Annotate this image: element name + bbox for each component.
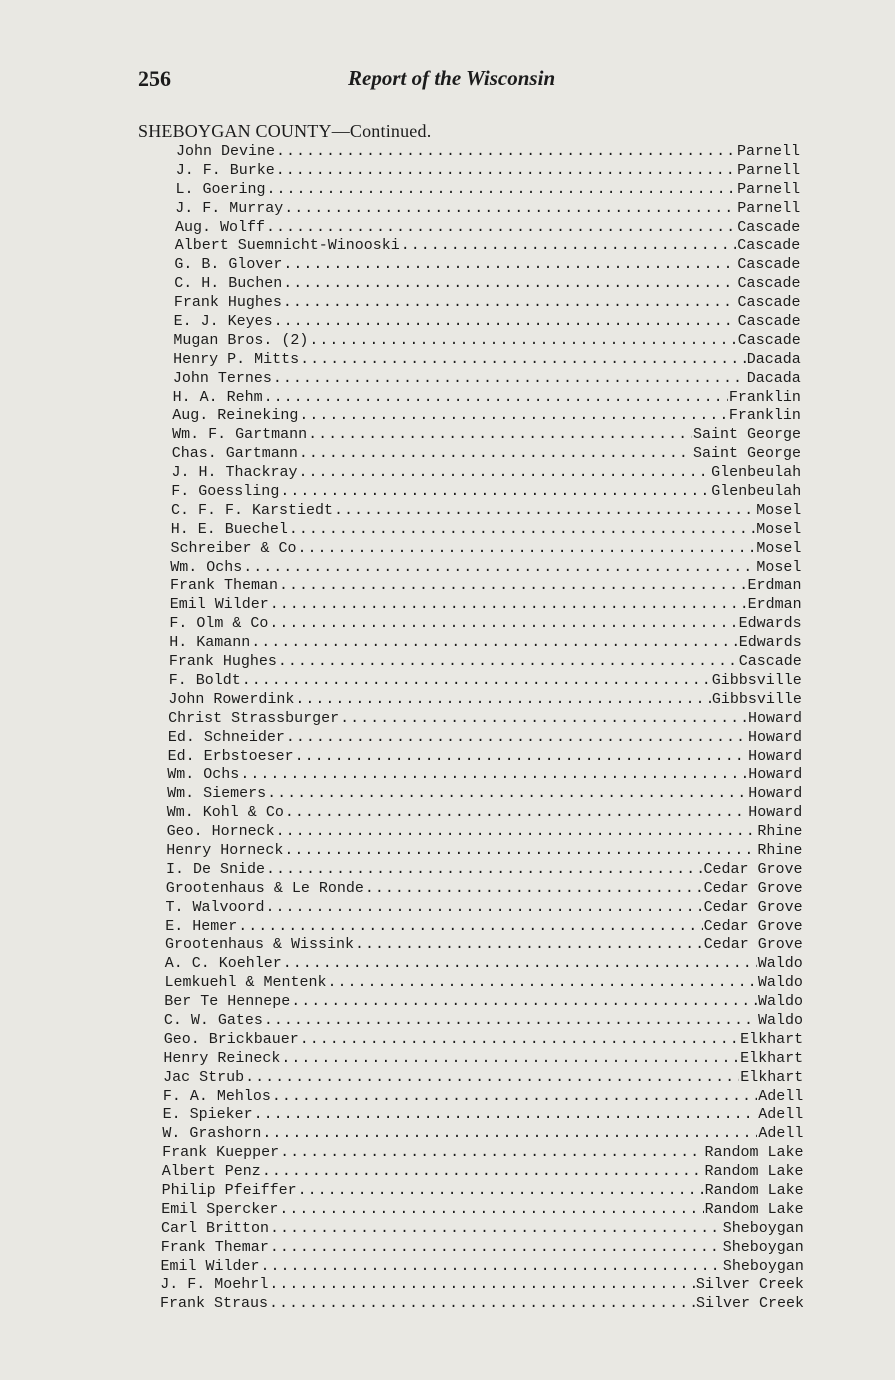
entry-place: Franklin [728, 407, 801, 425]
entry-place: Dacada [746, 369, 801, 387]
dot-leader [264, 1012, 757, 1030]
dot-leader [238, 918, 702, 936]
list-item [0, 1276, 895, 1295]
entry-place: Random Lake [704, 1200, 804, 1218]
entry-place: Howard [748, 804, 803, 822]
entry-place: Adell [758, 1087, 804, 1105]
entry-place: Rhine [757, 823, 803, 841]
entry-place: Waldo [757, 1011, 803, 1029]
entry-place: Random Lake [704, 1144, 804, 1162]
entry-place: Cascade [737, 294, 801, 312]
list-item [0, 370, 895, 389]
entry-name: Schreiber & Co [170, 539, 297, 557]
entry-name: Christ Strassburger [168, 709, 340, 727]
entry-name: F. Boldt [168, 671, 241, 689]
dot-leader [308, 426, 692, 444]
dot-leader [355, 936, 703, 954]
dot-leader [266, 219, 736, 237]
entry-place: Erdman [747, 596, 802, 614]
entry-name: Frank Hughes [173, 294, 282, 312]
entry-name: Grootenhaus & Wissink [165, 936, 355, 954]
list-item [0, 162, 895, 181]
list-item [0, 974, 895, 993]
list-item [0, 237, 895, 256]
entry-place: Dacada [746, 350, 801, 368]
entry-name: C. F. F. Karstiedt [171, 501, 334, 519]
entry-name: J. F. Murray [175, 199, 284, 217]
list-item [0, 200, 895, 219]
list-item [0, 1201, 895, 1220]
list-item [0, 804, 895, 823]
list-item [0, 615, 895, 634]
entry-name: Wm. Ochs [170, 558, 243, 576]
dot-leader [365, 880, 703, 898]
entry-place: Waldo [757, 993, 803, 1011]
entry-place: Waldo [757, 974, 803, 992]
list-item [0, 143, 895, 162]
dot-leader [276, 143, 736, 161]
dot-leader [299, 407, 728, 425]
entry-place: Mosel [756, 520, 802, 538]
entry-place: Howard [747, 728, 802, 746]
dot-leader [269, 615, 737, 633]
dot-leader [299, 445, 692, 463]
entry-name: Mugan Bros. (2) [173, 331, 309, 349]
list-item [0, 672, 895, 691]
dot-leader [261, 1258, 722, 1276]
entry-place: Waldo [757, 955, 803, 973]
list-item [0, 1088, 895, 1107]
list-item [0, 1220, 895, 1239]
entry-name: Carl Britton [161, 1219, 270, 1237]
list-item [0, 577, 895, 596]
dot-leader [309, 332, 736, 350]
entry-place: Cascade [737, 256, 801, 274]
entry-name: Albert Suemnicht-Winooski [174, 237, 400, 255]
entry-place: Erdman [747, 577, 802, 595]
entry-place: Howard [747, 709, 802, 727]
dot-leader [299, 464, 711, 482]
entry-place: Mosel [756, 558, 802, 576]
entry-name: E. Hemer [165, 917, 238, 935]
list-item [0, 426, 895, 445]
dot-leader [295, 748, 747, 766]
dot-leader [276, 823, 757, 841]
dot-leader [340, 710, 747, 728]
dot-leader [273, 370, 746, 388]
list-item [0, 880, 895, 899]
list-item [0, 955, 895, 974]
entry-name: Albert Penz [161, 1163, 261, 1181]
dot-leader [242, 672, 711, 690]
entry-place: Cascade [737, 237, 801, 255]
dot-leader [284, 842, 756, 860]
entry-name: Aug. Wolff [175, 218, 266, 236]
entry-place: Cedar Grove [703, 879, 803, 897]
entry-name: Chas. Gartmann [171, 445, 298, 463]
entry-name: Philip Pfeiffer [161, 1181, 297, 1199]
entry-place: Howard [748, 785, 803, 803]
entry-place: Parnell [737, 180, 801, 198]
entry-name: C. H. Buchen [174, 275, 283, 293]
dot-leader [295, 691, 710, 709]
list-item [0, 294, 895, 313]
directory-list [0, 143, 895, 1314]
entry-name: Wm. F. Gartmann [172, 426, 308, 444]
dot-leader [283, 275, 736, 293]
entry-place: Rhine [757, 841, 803, 859]
list-item [0, 1106, 895, 1125]
dot-leader [270, 596, 747, 614]
dot-leader [284, 200, 736, 218]
entry-name: Grootenhaus & Le Ronde [165, 879, 364, 897]
list-item [0, 1050, 895, 1069]
entry-place: Cascade [737, 331, 801, 349]
entry-name: Ed. Schneider [167, 728, 285, 746]
list-item [0, 766, 895, 785]
list-item [0, 559, 895, 578]
list-item [0, 710, 895, 729]
dot-leader [300, 1031, 739, 1049]
dot-leader [283, 256, 736, 274]
entry-name: H. A. Rehm [172, 388, 263, 406]
entry-name: John Rowerdink [168, 690, 295, 708]
entry-place: Elkhart [740, 1049, 804, 1067]
entry-name: E. J. Keyes [173, 313, 273, 331]
entry-place: Cascade [737, 275, 801, 293]
list-item [0, 407, 895, 426]
dot-leader [243, 559, 755, 577]
list-item [0, 181, 895, 200]
dot-leader [266, 861, 702, 879]
entry-name: Emil Spercker [161, 1200, 279, 1218]
dot-leader [272, 1088, 757, 1106]
entry-name: Aug. Reineking [172, 407, 299, 425]
dot-leader [298, 1182, 704, 1200]
list-item [0, 1182, 895, 1201]
list-item [0, 1012, 895, 1031]
entry-name: Wm. Kohl & Co [166, 804, 284, 822]
list-item [0, 1163, 895, 1182]
dot-leader [328, 974, 757, 992]
entry-name: G. B. Glover [174, 256, 283, 274]
list-item [0, 691, 895, 710]
list-item [0, 596, 895, 615]
running-title: Report of the Wisconsin [348, 66, 556, 90]
dot-leader [283, 955, 757, 973]
dot-leader [300, 351, 746, 369]
dot-leader [269, 1295, 695, 1313]
dot-leader [270, 1220, 722, 1238]
entry-name: Henry Reineck [163, 1049, 281, 1067]
entry-place: Sheboygan [722, 1219, 804, 1237]
dot-leader [279, 577, 746, 595]
entry-place: Cascade [737, 313, 801, 331]
list-item [0, 540, 895, 559]
dot-leader [251, 634, 737, 652]
entry-name: Jac Strub [163, 1068, 245, 1086]
entry-name: W. Grashorn [162, 1125, 262, 1143]
list-item [0, 899, 895, 918]
entry-name: J. F. Moehrl [160, 1276, 269, 1294]
entry-place: Glenbeulah [711, 483, 802, 501]
entry-name: C. W. Gates [163, 1011, 263, 1029]
entry-name: F. Olm & Co [169, 615, 269, 633]
dot-leader [267, 181, 737, 199]
list-item [0, 1239, 895, 1258]
dot-leader [291, 993, 757, 1011]
entry-name: E. Spieker [162, 1106, 253, 1124]
dot-leader [280, 483, 710, 501]
list-item [0, 918, 895, 937]
entry-name: I. De Snide [166, 860, 266, 878]
entry-name: John Ternes [172, 369, 272, 387]
entry-name: F. Goessling [171, 483, 280, 501]
entry-place: Gibbsville [711, 690, 802, 708]
list-item [0, 1069, 895, 1088]
entry-place: Random Lake [704, 1181, 804, 1199]
entry-name: Emil Wilder [160, 1257, 260, 1275]
dot-leader [266, 899, 703, 917]
entry-name: F. A. Mehlos [162, 1087, 271, 1105]
dot-leader [274, 313, 737, 331]
entry-name: Wm. Siemers [167, 785, 267, 803]
entry-name: Frank Kuepper [162, 1144, 280, 1162]
entry-name: Geo. Brickbauer [163, 1030, 299, 1048]
entry-place: Sheboygan [722, 1238, 804, 1256]
list-item [0, 275, 895, 294]
entry-place: Elkhart [740, 1068, 804, 1086]
entry-place: Saint George [692, 426, 801, 444]
dot-leader [254, 1106, 758, 1124]
entry-name: Lemkuehl & Mentenk [164, 974, 327, 992]
dot-leader [279, 1201, 703, 1219]
list-item [0, 861, 895, 880]
list-item [0, 483, 895, 502]
dot-leader [267, 785, 747, 803]
list-item [0, 1295, 895, 1314]
dot-leader [264, 389, 728, 407]
entry-place: Cedar Grove [703, 917, 803, 935]
entry-place: Parnell [737, 199, 801, 217]
entry-place: Parnell [736, 143, 800, 160]
entry-name: T. Walvoord [165, 898, 265, 916]
list-item [0, 256, 895, 275]
entry-place: Sheboygan [722, 1257, 804, 1275]
entry-name: J. H. Thackray [171, 464, 298, 482]
list-item [0, 219, 895, 238]
entry-name: Emil Wilder [169, 596, 269, 614]
dot-leader [298, 540, 756, 558]
dot-leader [286, 729, 747, 747]
section-heading: SHEBOYGAN COUNTY—Continued. [138, 121, 432, 141]
entry-name: Frank Hughes [168, 653, 277, 671]
page-number: 256 [138, 66, 171, 91]
list-item [0, 445, 895, 464]
list-item [0, 653, 895, 672]
list-item [0, 332, 895, 351]
list-item [0, 936, 895, 955]
entry-place: Gibbsville [711, 671, 802, 689]
list-item [0, 842, 895, 861]
entry-place: Cedar Grove [703, 860, 803, 878]
entry-place: Random Lake [704, 1163, 804, 1181]
entry-place: Parnell [737, 161, 801, 179]
list-item [0, 1144, 895, 1163]
page-header [0, 66, 895, 96]
entry-name: Geo. Horneck [166, 823, 275, 841]
entry-name: Ber Te Hennepe [164, 993, 291, 1011]
dot-leader [262, 1125, 757, 1143]
entry-place: Howard [748, 747, 803, 765]
entry-place: Edwards [738, 634, 802, 652]
entry-name: Henry P. Mitts [173, 350, 300, 368]
list-item [0, 1125, 895, 1144]
list-item [0, 351, 895, 370]
entry-name: Frank Theman [170, 577, 279, 595]
entry-place: Silver Creek [695, 1295, 804, 1313]
entry-place: Cedar Grove [703, 936, 803, 954]
entry-place: Cedar Grove [703, 898, 803, 916]
dot-leader [269, 1276, 695, 1294]
list-item [0, 464, 895, 483]
list-item [0, 634, 895, 653]
entry-name: Henry Horneck [166, 841, 284, 859]
entry-name: A. C. Koehler [164, 955, 282, 973]
entry-name: Wm. Ochs [167, 766, 240, 784]
list-item [0, 748, 895, 767]
list-item [0, 521, 895, 540]
list-item [0, 993, 895, 1012]
dot-leader [278, 653, 738, 671]
dot-leader [283, 294, 737, 312]
dot-leader [280, 1144, 703, 1162]
entry-name: L. Goering [175, 180, 266, 198]
entry-place: Mosel [756, 501, 802, 519]
entry-place: Silver Creek [695, 1276, 804, 1294]
dot-leader [276, 162, 736, 180]
entry-place: Franklin [728, 388, 801, 406]
list-item [0, 823, 895, 842]
entry-name: John Devine [176, 143, 276, 160]
entry-place: Elkhart [740, 1030, 804, 1048]
entry-place: Adell [758, 1125, 804, 1143]
entry-place: Adell [758, 1106, 804, 1124]
entry-place: Saint George [692, 445, 801, 463]
list-item [0, 729, 895, 748]
entry-place: Howard [748, 766, 803, 784]
list-item [0, 1031, 895, 1050]
dot-leader [262, 1163, 704, 1181]
list-item [0, 502, 895, 521]
entry-place: Cascade [737, 218, 801, 236]
entry-place: Mosel [756, 539, 802, 557]
dot-leader [334, 502, 755, 520]
entry-name: Frank Straus [160, 1295, 269, 1313]
entry-name: H. Kamann [169, 634, 251, 652]
dot-leader [240, 766, 747, 784]
dot-leader [245, 1069, 739, 1087]
entry-name: H. E. Buechel [170, 520, 288, 538]
entry-place: Glenbeulah [711, 464, 802, 482]
list-item [0, 389, 895, 408]
list-item [0, 785, 895, 804]
dot-leader [281, 1050, 739, 1068]
dot-leader [289, 521, 755, 539]
dot-leader [285, 804, 747, 822]
entry-place: Edwards [738, 615, 802, 633]
dot-leader [401, 237, 737, 255]
entry-name: J. F. Burke [175, 161, 275, 179]
entry-place: Cascade [738, 653, 802, 671]
entry-name: Frank Themar [160, 1238, 269, 1256]
dot-leader [270, 1239, 722, 1257]
list-item [0, 1258, 895, 1277]
list-item [0, 313, 895, 332]
entry-name: Ed. Erbstoeser [167, 747, 294, 765]
